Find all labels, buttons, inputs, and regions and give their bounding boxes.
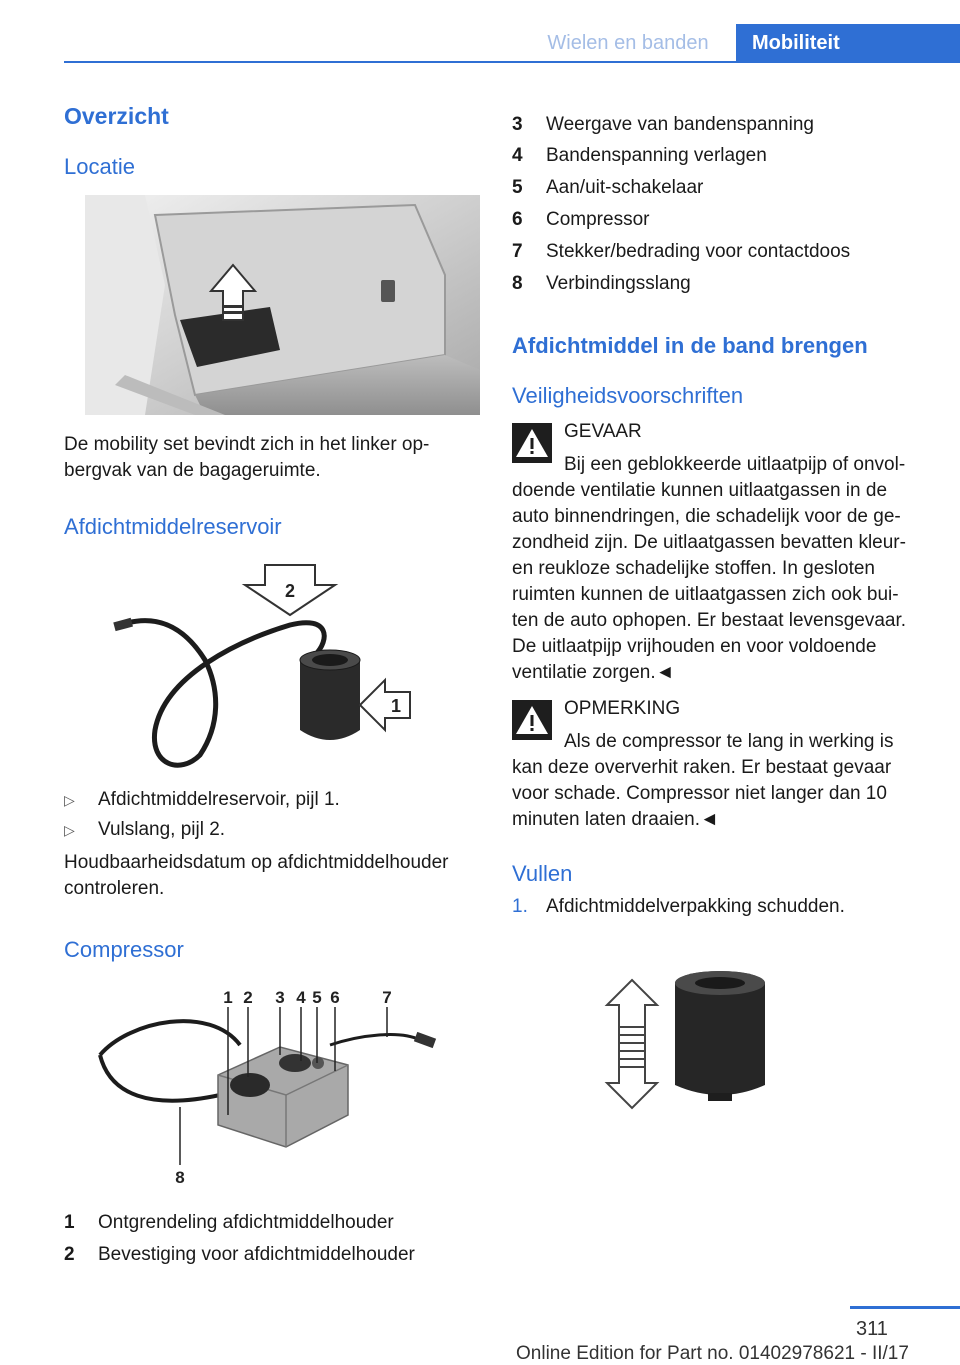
warning-line: minuten laten draaien.◄ xyxy=(512,809,719,830)
warning-icon xyxy=(512,423,552,463)
bullet-icon: ▷ xyxy=(64,792,75,808)
part-item-1 xyxy=(64,1210,484,1236)
main-heading: Afdichtmiddel in de band brengen xyxy=(512,333,868,358)
compressor-image xyxy=(90,985,460,1190)
sealant-reservoir-image xyxy=(110,560,420,770)
step-number: 1. xyxy=(512,896,528,917)
check-text-line-2: controleren. xyxy=(64,878,165,899)
step-item-1 xyxy=(512,894,932,920)
reservoir-callout-2: 2 xyxy=(284,581,296,601)
part-item-8 xyxy=(512,271,932,297)
part-number: 2 xyxy=(64,1244,75,1265)
safety-heading: Veiligheidsvoorschriften xyxy=(512,383,744,408)
check-text xyxy=(64,850,448,902)
compressor-callout-8: 8 xyxy=(175,1168,185,1187)
compressor-callout-4: 4 xyxy=(296,988,306,1007)
warning-line: ruimten kunnen de uitlaatgassen zich ook bui- xyxy=(512,584,899,605)
locatie-text-line-2: bergvak van de bagageruimte. xyxy=(64,460,321,481)
part-number: 4 xyxy=(512,145,523,166)
warning-line: auto binnendringen, die schadelijk voor de ge- xyxy=(512,506,901,527)
bullet-text: Vulslang, pijl 2. xyxy=(98,819,226,840)
part-text: Compressor xyxy=(546,209,650,230)
compressor-callout-1: 1 xyxy=(223,988,233,1007)
warning-line: en reukloze schadelijke stoffen. In gesloten xyxy=(512,558,875,579)
reservoir-heading: Afdichtmiddelreservoir xyxy=(64,514,282,539)
warning-line: De uitlaatpijp vrijhouden en voor voldoende xyxy=(512,636,877,657)
compressor-callout-2: 2 xyxy=(243,988,253,1007)
part-text: Aan/uit-schakelaar xyxy=(546,177,704,198)
part-item-2 xyxy=(64,1242,484,1268)
section-title: Overzicht xyxy=(64,103,169,129)
warning-icon xyxy=(512,700,552,740)
warning-line: Als de compressor te lang in werking is xyxy=(564,731,894,752)
compressor-callout-7: 7 xyxy=(382,988,392,1007)
part-text: Weergave van bandenspanning xyxy=(546,114,814,135)
part-item-5 xyxy=(512,175,932,201)
trunk-compartment-image xyxy=(85,195,480,415)
header-chapter-tab: Mobiliteit xyxy=(736,24,960,63)
part-number: 7 xyxy=(512,241,523,262)
shake-canister-image xyxy=(590,965,790,1115)
warning-line: doende ventilatie kunnen uitlaatgassen in de xyxy=(512,480,888,501)
compressor-heading: Compressor xyxy=(64,937,184,962)
locatie-text-line-1: De mobility set bevindt zich in het linker op- xyxy=(64,434,430,455)
header-section-title: Wielen en banden xyxy=(547,32,709,54)
part-number: 3 xyxy=(512,114,523,135)
edition-text: Online Edition for Part no. 01402978621 - II/17 xyxy=(516,1343,909,1364)
part-number: 1 xyxy=(64,1212,75,1233)
part-text: Stekker/bedrading voor contactdoos xyxy=(546,241,851,262)
compressor-callout-5: 5 xyxy=(312,988,322,1007)
warning-line: ventilatie zorgen.◄ xyxy=(512,662,675,683)
fill-heading: Vullen xyxy=(512,861,573,886)
bullet-text: Afdichtmiddelreservoir, pijl 1. xyxy=(98,789,340,810)
step-text: Afdichtmiddelverpakking schudden. xyxy=(546,896,845,917)
warning-line: kan deze oververhit raken. Er bestaat gevaar xyxy=(512,757,892,778)
part-text: Bevestiging voor afdichtmiddelhouder xyxy=(98,1244,415,1265)
compressor-callout-6: 6 xyxy=(330,988,340,1007)
warning-label-danger: GEVAAR xyxy=(564,421,642,442)
page-number: 311 xyxy=(856,1318,888,1340)
locatie-heading: Locatie xyxy=(64,154,135,179)
part-number: 8 xyxy=(512,273,523,294)
part-text: Ontgrendeling afdichtmiddelhouder xyxy=(98,1212,394,1233)
warning-line: Bij een geblokkeerde uitlaatpijp of onvol- xyxy=(564,454,906,475)
part-item-7 xyxy=(512,239,932,265)
locatie-text xyxy=(64,432,429,484)
check-text-line-1: Houdbaarheidsdatum op afdichtmiddelhouder xyxy=(64,852,449,873)
part-number: 5 xyxy=(512,177,523,198)
part-text: Bandenspanning verlagen xyxy=(546,145,767,166)
warning-label-notice: OPMERKING xyxy=(564,698,681,719)
part-text: Verbindingsslang xyxy=(546,273,691,294)
part-item-6 xyxy=(512,207,932,233)
part-item-3 xyxy=(512,112,932,138)
part-item-4 xyxy=(512,143,932,169)
reservoir-callout-1: 1 xyxy=(390,696,402,716)
warning-line: ten de auto ophopen. Er bestaat levensgevaar. xyxy=(512,610,907,631)
header-rule xyxy=(64,61,960,63)
warning-line: voor schade. Compressor niet langer dan 10 xyxy=(512,783,887,804)
compressor-callout-3: 3 xyxy=(275,988,285,1007)
part-number: 6 xyxy=(512,209,523,230)
warning-line: zondheid zijn. De uitlaatgassen bevatten kleur- xyxy=(512,532,906,553)
bullet-icon: ▷ xyxy=(64,822,75,838)
footer-rule xyxy=(850,1306,960,1309)
